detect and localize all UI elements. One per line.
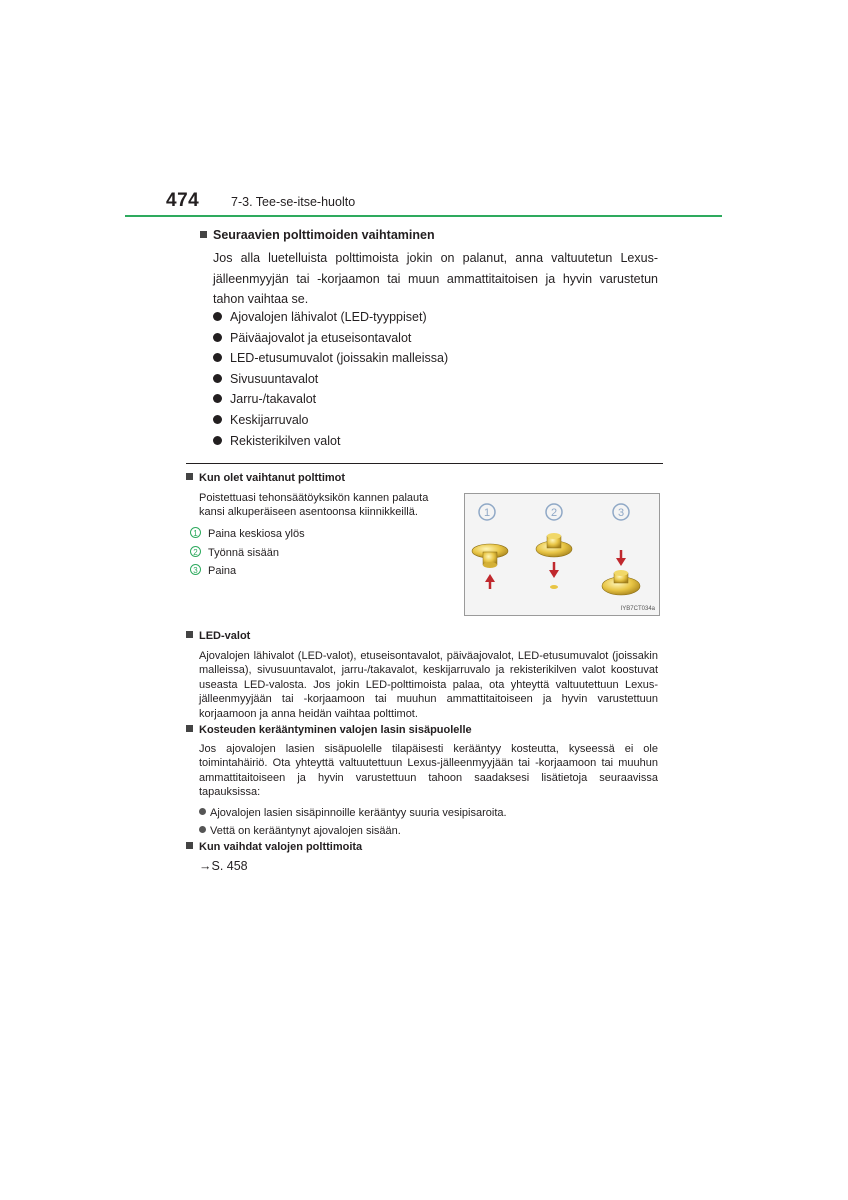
bullet-icon (213, 415, 222, 424)
condition-list (199, 804, 507, 840)
list-item: Keskijarruvalo (213, 410, 448, 431)
bullet-icon (199, 826, 206, 833)
section-heading: Kosteuden kerääntyminen valojen lasin sisäpuolelle (186, 724, 472, 736)
section-heading: LED-valot (186, 630, 250, 642)
bullet-icon (213, 436, 222, 445)
svg-text:3: 3 (617, 507, 625, 519)
section-divider (186, 463, 663, 464)
section-heading: Kun olet vaihtanut polttimot (186, 472, 345, 484)
bullet-icon (213, 394, 222, 403)
page-number: 474 (166, 190, 200, 211)
clip-1 (472, 544, 508, 589)
step-item: 2 Työnnä sisään (190, 544, 305, 563)
list-item: Ajovalojen lasien sisäpinnoille kerääntyy suuria vesipisaroita. (199, 804, 507, 822)
clip-drawing (465, 494, 659, 615)
main-heading: Seuraavien polttimoiden vaihtaminen (200, 228, 435, 242)
main-paragraph: Jos alla luetelluista polttimoista jokin on palanut, anna valtuutetun Lexus-jälleenmyyjän tai -korjaamon tai muun ammattitaitoisen ja hyvin varustetun tahon vaihtaa se. (213, 251, 658, 306)
bullet-icon (213, 312, 222, 321)
step-list (190, 525, 305, 581)
clip-3 (602, 550, 640, 595)
clip-2 (536, 533, 572, 589)
section-paragraph: Ajovalojen lähivalot (LED-valot), etuseisontavalot, päiväajovalot, LED-etusumuvalot (joissakin malleissa), sivusuuntavalot, jarru-/takavalot, keskijarruvalo ja rekisterikilven valot koostuvat useasta LED-valosta. Jos jokin LED-polttimoista palaa, ota yhteyttä valtuutettuun Lexus-jälleenmyyjään tai -korjaamoon tai muuhun ammattitaitoiseen ja hyvin varustettuun korjaamoon ja anna heidän vaihtaa polttimot. (199, 650, 658, 720)
square-bullet-icon (186, 631, 193, 638)
section-paragraph: Jos ajovalojen lasien sisäpuolelle tilapäisesti kerääntyy kosteutta, kyseessä ei ole toimintahäiriö. Ota yhteyttä valtuutettuun Lexus-jälleenmyyjään tai -korjaamoon tai muuhun ammattitaitoiseen ja hyvin varustettuun tahoon saadaksesi lisätietoja seuraavissa tapauksissa: (199, 743, 658, 799)
step-number-icon: 2 (190, 546, 201, 557)
list-item: LED-etusumuvalot (joissakin malleissa) (213, 348, 448, 369)
figure-label-2 (546, 504, 562, 520)
square-bullet-icon (200, 231, 207, 238)
figure-code: IYB7CT034a (620, 606, 655, 612)
square-bullet-icon (186, 473, 193, 480)
list-item: Vettä on kerääntynyt ajovalojen sisään. (199, 822, 507, 840)
bullet-icon (213, 333, 222, 342)
section-heading: Kun vaihdat valojen polttimoita (186, 841, 362, 853)
step-item: 1 Paina keskiosa ylös (190, 525, 305, 544)
square-bullet-icon (186, 842, 193, 849)
bullet-icon (199, 808, 206, 815)
clip-illustration (464, 493, 660, 616)
step-item: 3 Paina (190, 562, 305, 581)
list-item: Rekisterikilven valot (213, 431, 448, 452)
step-number-icon: 1 (190, 527, 201, 538)
figure-label-3 (613, 504, 629, 520)
page-reference-link[interactable]: →S. 458 (199, 859, 248, 873)
figure-label-1 (479, 504, 495, 520)
svg-text:1: 1 (483, 507, 491, 519)
list-item: Ajovalojen lähivalot (LED-tyyppiset) (213, 307, 448, 328)
section-paragraph: Poistettuasi tehonsäätöyksikön kannen palauta kansi alkuperäiseen asentoonsa kiinnikkeillä. (199, 492, 429, 519)
list-item: Päiväajovalot ja etuseisontavalot (213, 328, 448, 349)
step-number-icon: 3 (190, 564, 201, 575)
bulb-list (213, 307, 448, 451)
list-item: Jarru-/takavalot (213, 389, 448, 410)
bullet-icon (213, 353, 222, 362)
list-item: Sivusuuntavalot (213, 369, 448, 390)
header-rule (125, 215, 722, 217)
section-title: 7-3. Tee-se-itse-huolto (231, 195, 356, 209)
svg-text:2: 2 (550, 507, 558, 519)
square-bullet-icon (186, 725, 193, 732)
bullet-icon (213, 374, 222, 383)
